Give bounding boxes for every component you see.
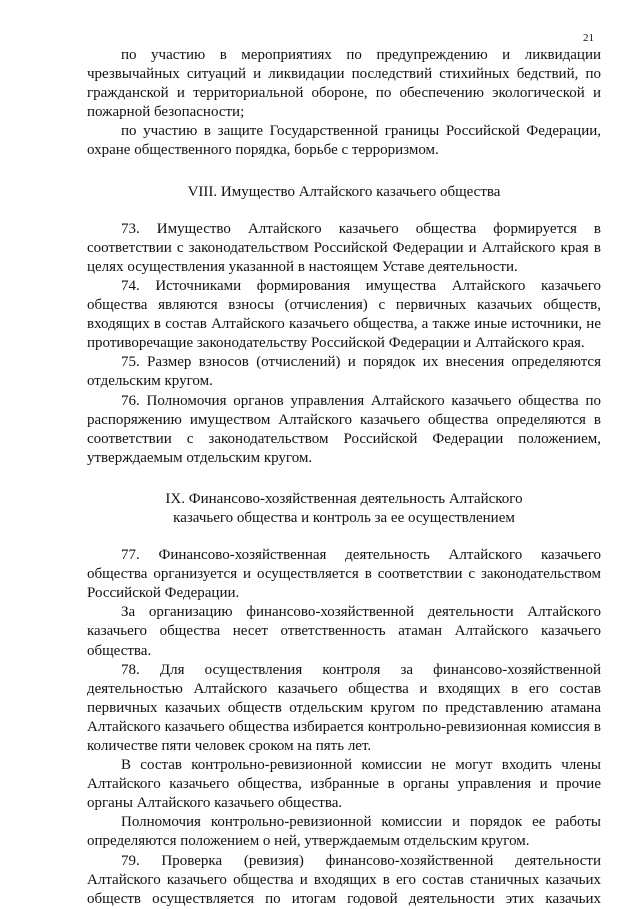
paragraph: 78. Для осуществления контроля за финансово-хозяйственной деятельностью Алтайского казачьего общества и входящих в его состав первичных казачьих обществ отдельским кругом по представлению атамана Алтайского казачьего общества избирается контрольно-ревизионная комиссия в количестве пяти человек сроком на пять лет. bbox=[87, 661, 601, 754]
section-heading-line: VIII. Имущество Алтайского казачьего общества bbox=[187, 183, 501, 200]
paragraph: 73. Имущество Алтайского казачьего общества формируется в соответствии с законодательством Российской Федерации и Алтайского края в целях осуществления указанной в настоящем Уставе деятельности. bbox=[87, 220, 601, 275]
page-number: 21 bbox=[583, 32, 594, 44]
paragraph: по участию в защите Государственной границы Российской Федерации, охране общественного порядка, борьбе с терроризмом. bbox=[87, 123, 601, 159]
paragraph: 75. Размер взносов (отчислений) и порядок их внесения определяются отдельским кругом. bbox=[87, 354, 601, 390]
paragraph: 74. Источниками формирования имущества Алтайского казачьего общества являются взносы (отчисления) с первичных казачьих обществ, входящих в состав Алтайского казачьего общества, а также иные источники, не противоречащие законодательству Российской Федерации и Алтайского края. bbox=[87, 277, 601, 352]
spacer bbox=[87, 468, 601, 490]
spacer bbox=[87, 161, 601, 183]
document-body bbox=[87, 46, 601, 909]
section-heading bbox=[87, 490, 601, 528]
section-heading bbox=[87, 183, 601, 202]
paragraph: по участию в мероприятиях по предупреждению и ликвидации чрезвычайных ситуаций и ликвидации последствий стихийных бедствий, по гражданской и территориальной обороне, по обеспечению экологической и пожарной безопасности; bbox=[87, 47, 601, 121]
paragraph: Полномочия контрольно-ревизионной комиссии и порядок ее работы определяются положением о ней, утверждаемым отдельским кругом. bbox=[87, 814, 601, 850]
paragraph: За организацию финансово-хозяйственной деятельности Алтайского казачьего общества несет ответственность атаман Алтайского казачьего общества. bbox=[87, 604, 601, 659]
paragraph: В состав контрольно-ревизионной комиссии не могут входить члены Алтайского казачьего общества, избранные в органы управления и прочие органы Алтайского казачьего общества. bbox=[87, 757, 601, 812]
section-heading-line: казачьего общества и контроль за ее осуществлением bbox=[173, 509, 515, 526]
spacer bbox=[87, 528, 601, 546]
spacer bbox=[87, 202, 601, 220]
section-heading-line: IX. Финансово-хозяйственная деятельность Алтайского bbox=[165, 490, 523, 507]
paragraph: 76. Полномочия органов управления Алтайского казачьего общества по распоряжению имуществом Алтайского казачьего общества определяются в соответствии с законодательством Российской Федерации положением, утверждаемым отдельским кругом. bbox=[87, 392, 601, 466]
paragraph: 79. Проверка (ревизия) финансово-хозяйственной деятельности Алтайского казачьего общества и входящих в его состав станичных казачьих обществ осуществляется по итогам годовой деятельности этих казачьих bbox=[87, 852, 601, 907]
paragraph: 77. Финансово-хозяйственная деятельность Алтайского казачьего общества организуется и осуществляется в соответствии с законодательством Российской Федерации. bbox=[87, 547, 601, 602]
